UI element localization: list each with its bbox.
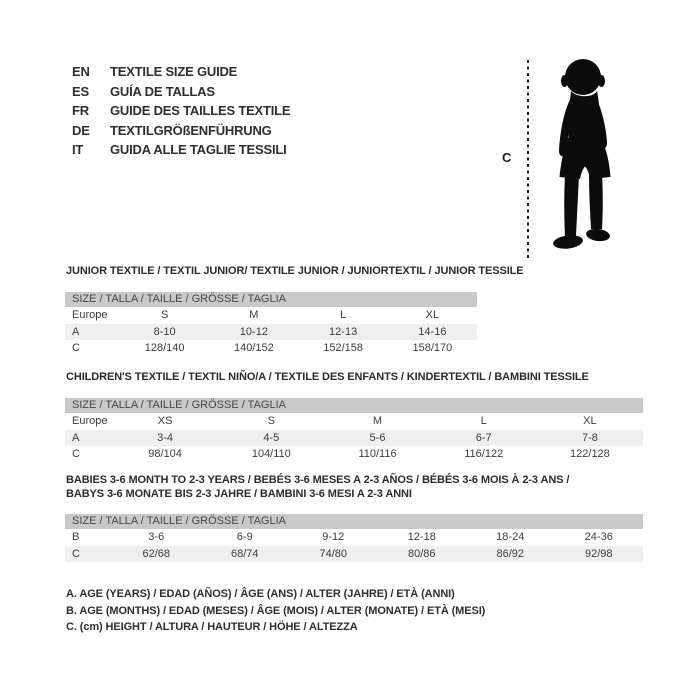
language-code: DE: [72, 122, 90, 138]
size-cell: L: [340, 309, 347, 321]
size-cell: 140/152: [233, 342, 274, 354]
language-label: TEXTILGRÖßENFÜHRUNG: [110, 122, 272, 138]
legend-item-es: [72, 82, 290, 102]
legend-item-de: [72, 121, 290, 141]
table-row-height: [65, 546, 643, 563]
table-header-bar: SIZE / TALLA / TAILLE / GRÖSSE / TAGLIA: [65, 292, 477, 307]
size-table-junior: [65, 292, 477, 357]
size-cell: 110/116: [358, 448, 397, 460]
legend-item-it: [72, 140, 290, 160]
language-legend: [72, 62, 290, 160]
row-label: Europe: [72, 415, 108, 427]
table-header-bar: SIZE / TALLA / TAILLE / GRÖSSE / TAGLIA: [65, 398, 643, 413]
table-row-height: [65, 340, 477, 357]
legend-item-en: [72, 62, 290, 82]
size-cell: 5-6: [369, 431, 386, 444]
size-cell: 7-8: [581, 431, 598, 444]
table-row-height: [65, 446, 643, 463]
row-label: A: [72, 325, 80, 338]
height-measure-label: C: [502, 150, 512, 165]
size-cell: M: [249, 309, 259, 321]
size-cell: 122/128: [570, 448, 610, 460]
footnote-a: A. AGE (YEARS) / EDAD (AÑOS) / ÂGE (ANS) / ALTER (JAHRE) / ETÀ (ANNI): [66, 588, 455, 600]
size-cell: 92/98: [584, 547, 613, 560]
size-cell: 62/68: [142, 547, 171, 560]
size-cell: 6-7: [475, 431, 492, 444]
size-cell: S: [160, 309, 169, 321]
section-title-children: CHILDREN'S TEXTILE / TEXTIL NIÑO/A / TEXTILE DES ENFANTS / KINDERTEXTIL / BAMBINI TESSILE: [66, 371, 589, 383]
size-cell: 74/80: [319, 547, 348, 560]
row-label: C: [72, 448, 80, 460]
size-cell: 158/170: [412, 342, 453, 354]
legend-item-fr: [72, 101, 290, 121]
table-row-age-months: [65, 529, 643, 546]
size-cell: L: [480, 415, 487, 427]
height-measure-dashed-line: [527, 60, 529, 260]
size-cell: 4-5: [263, 431, 280, 444]
size-cell: XL: [583, 415, 597, 427]
language-label: GUIDA ALLE TAGLIE TESSILI: [110, 142, 287, 157]
size-cell: 9-12: [322, 531, 345, 543]
language-code: IT: [72, 142, 84, 157]
footnotes: [66, 586, 485, 636]
size-cell: XL: [425, 309, 440, 321]
language-code: EN: [72, 64, 90, 79]
section-title-babies-line2: BABYS 3-6 MONATE BIS 2-3 JAHRE / BAMBINI 3-6 MESI A 2-3 ANNI: [66, 488, 412, 500]
section-title-babies: [66, 473, 569, 501]
size-table-babies: [65, 514, 643, 562]
row-label: C: [72, 547, 80, 560]
size-cell: XS: [157, 415, 173, 427]
table-row-europe: [65, 413, 643, 430]
size-cell: 152/158: [323, 342, 363, 354]
section-title-babies-line1: BABIES 3-6 MONTH TO 2-3 YEARS / BEBÉS 3-6 MESES A 2-3 AÑOS / BÉBÉS 3-6 MOIS À 2-3 ANS /: [66, 474, 570, 486]
size-cell: M: [372, 415, 383, 427]
size-cell: 68/74: [230, 547, 259, 560]
size-cell: 14-16: [418, 325, 447, 338]
size-cell: 8-10: [153, 325, 176, 338]
table-row-europe: [65, 307, 477, 324]
row-label: A: [72, 431, 80, 444]
size-table-children: [65, 398, 643, 463]
size-cell: 80/86: [407, 547, 436, 560]
row-label: B: [72, 531, 80, 543]
language-label: TEXTILE SIZE GUIDE: [110, 64, 238, 79]
size-cell: 98/104: [148, 448, 182, 460]
size-cell: 104/110: [251, 448, 291, 460]
language-label: GUIDE DES TAILLES TEXTILE: [110, 103, 291, 118]
table-row-age: [65, 430, 643, 447]
size-cell: 6-9: [236, 531, 253, 543]
row-label: C: [72, 342, 80, 354]
footnote-b: B. AGE (MONTHS) / EDAD (MESES) / ÂGE (MOIS) / ALTER (MONATE) / ETÀ (MESI): [66, 604, 486, 617]
table-header-bar: SIZE / TALLA / TAILLE / GRÖSSE / TAGLIA: [65, 514, 643, 529]
size-cell: 24-36: [584, 531, 613, 543]
row-label: Europe: [72, 309, 108, 321]
size-cell: 12-13: [329, 325, 358, 338]
language-code: FR: [72, 103, 89, 118]
size-cell: 18-24: [496, 531, 525, 543]
size-cell: 10-12: [239, 325, 268, 338]
size-cell: 128/140: [144, 342, 185, 354]
baby-silhouette-icon: [545, 54, 625, 264]
language-label: GUÍA DE TALLAS: [110, 83, 215, 99]
table-row-age: [65, 324, 477, 341]
footnote-c: C. (cm) HEIGHT / ALTURA / HAUTEUR / HÖHE / ALTEZZA: [66, 621, 358, 633]
size-cell: S: [267, 415, 275, 427]
section-title-junior: JUNIOR TEXTILE / TEXTIL JUNIOR/ TEXTILE JUNIOR / JUNIORTEXTIL / JUNIOR TESSILE: [66, 265, 524, 277]
size-cell: 3-6: [148, 531, 165, 543]
size-cell: 86/92: [496, 547, 525, 560]
size-cell: 12-18: [407, 531, 436, 543]
size-cell: 116/122: [464, 448, 504, 460]
size-cell: 3-4: [157, 431, 174, 444]
language-code: ES: [72, 83, 89, 99]
